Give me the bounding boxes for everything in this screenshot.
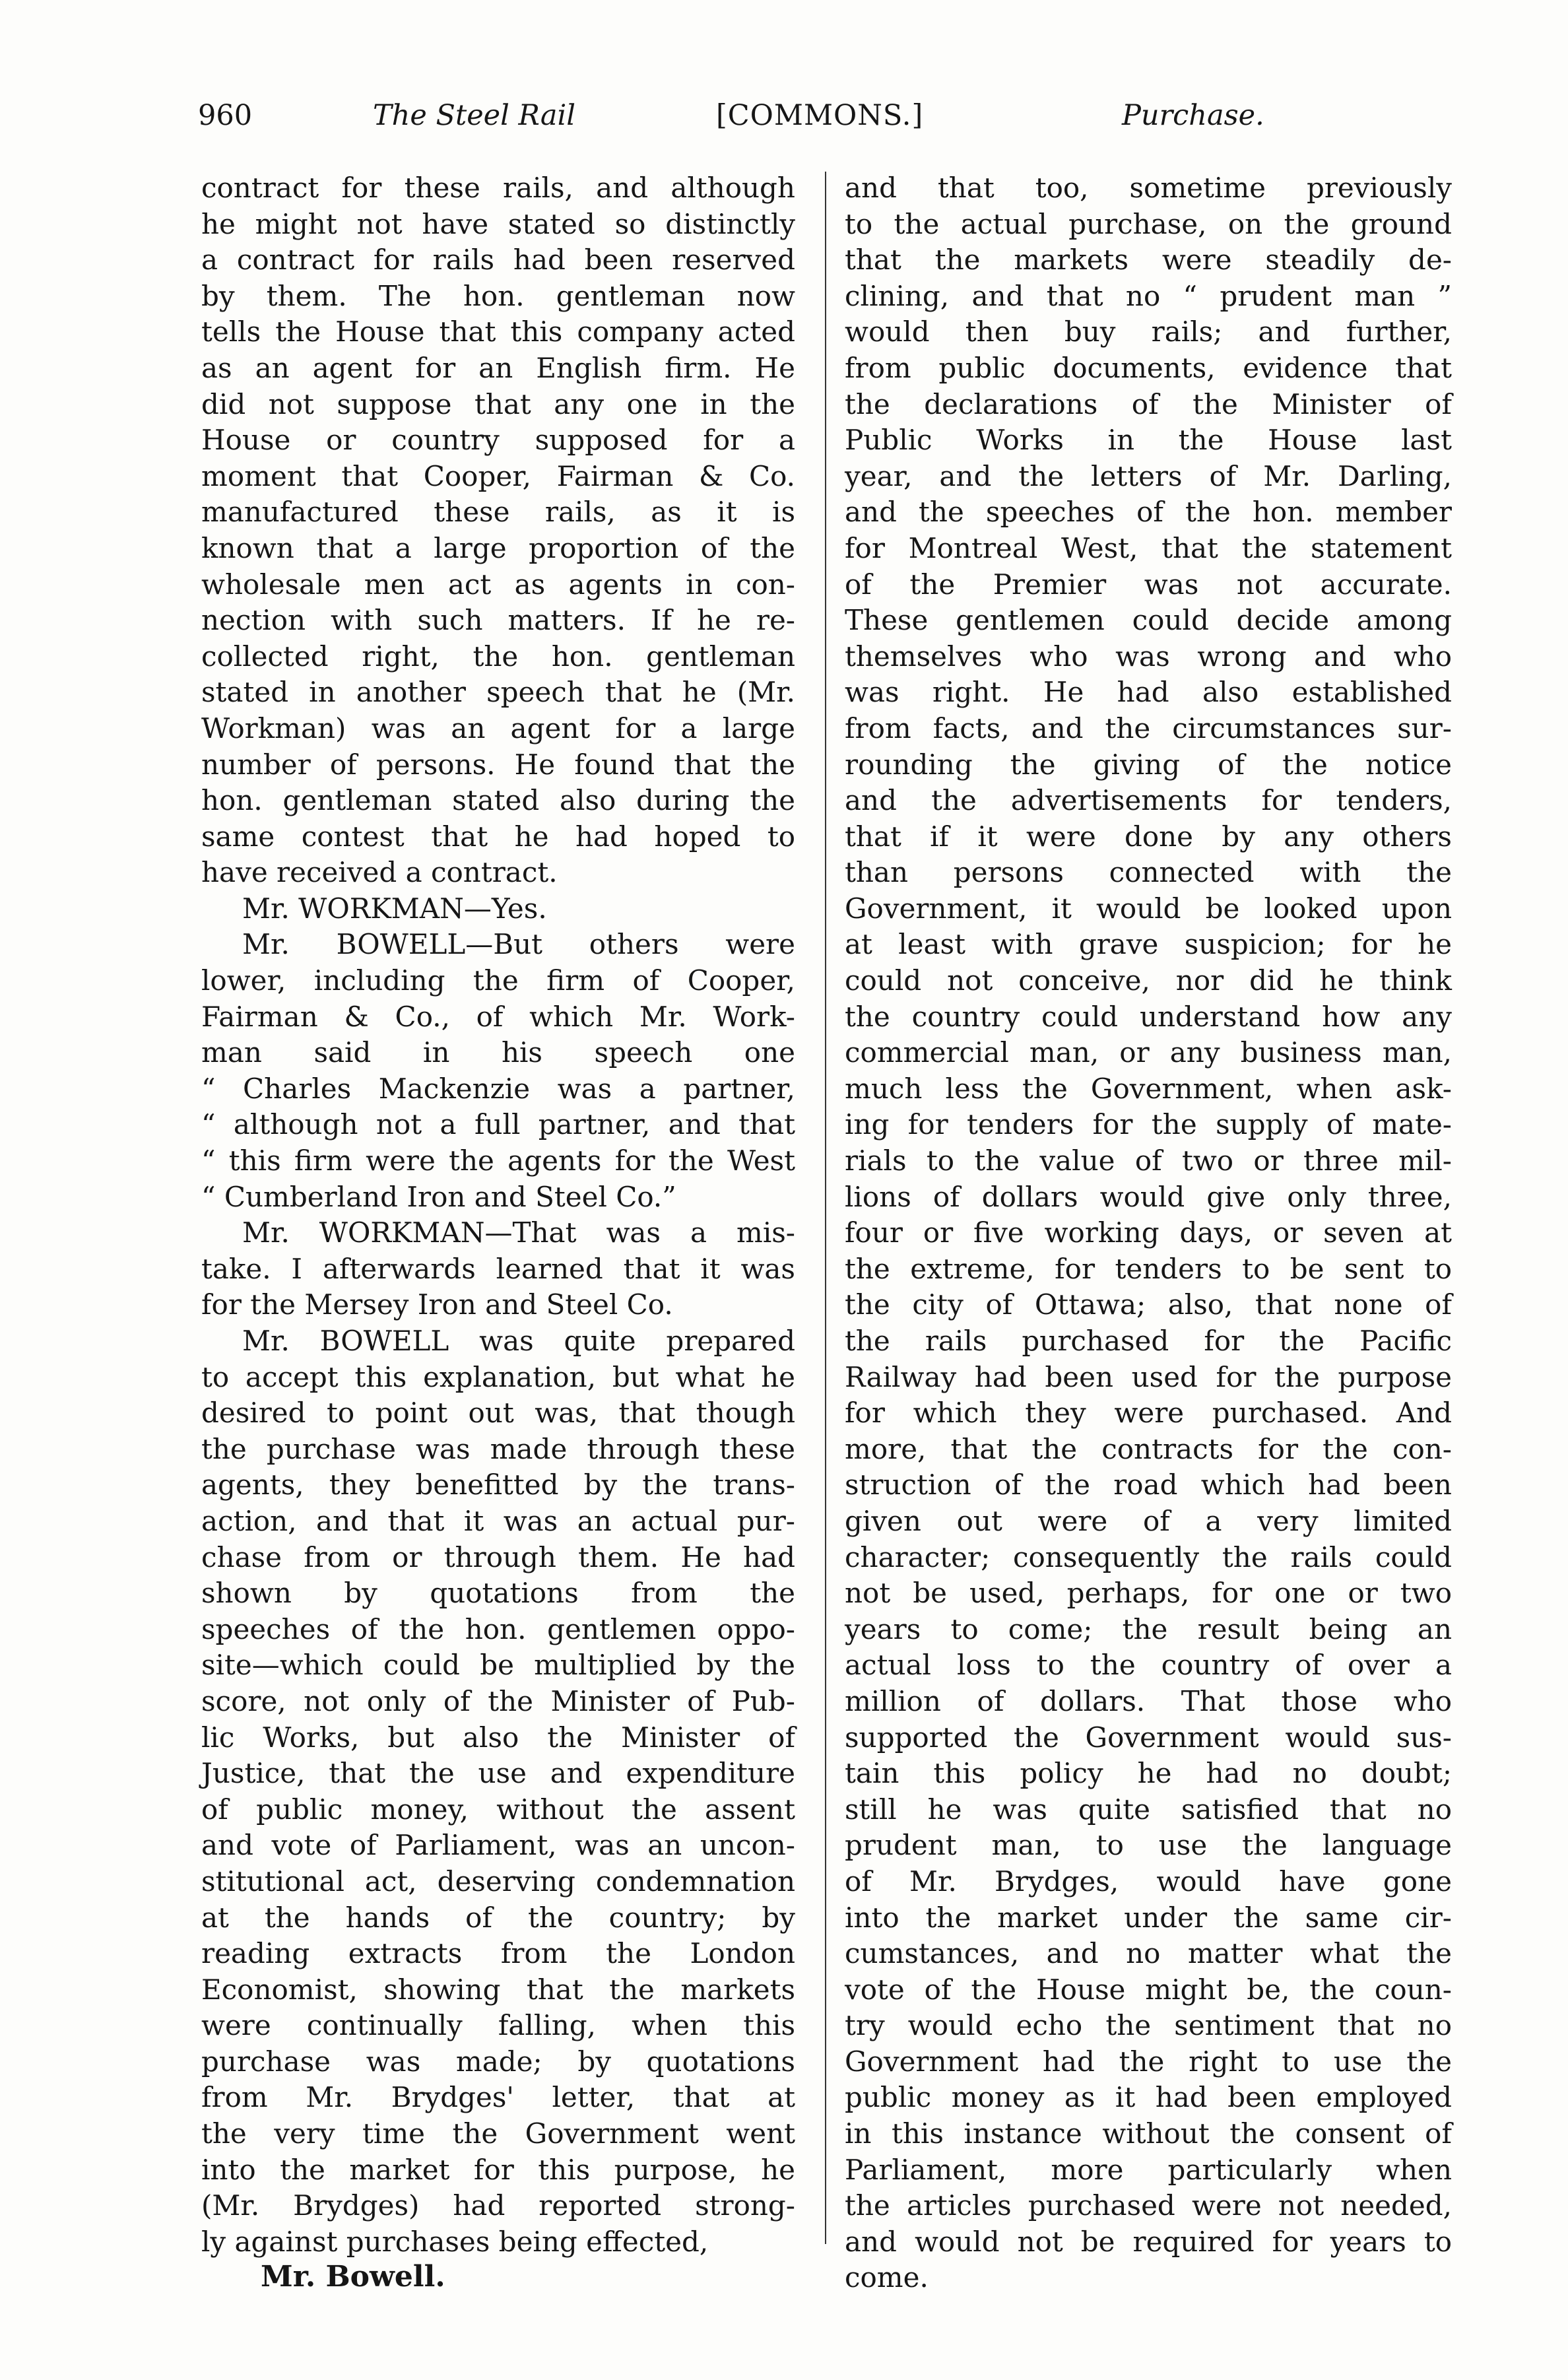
running-header <box>198 99 1340 145</box>
text-line: did not suppose that any one in the <box>201 387 795 420</box>
text-line: Mr. BOWELL was quite prepared <box>242 1325 795 1357</box>
text-line: agents, they benefitted by the trans- <box>201 1469 795 1502</box>
text-line: try would echo the sentiment that no <box>845 2009 1452 2042</box>
text-line: of the Premier was not accurate. <box>845 568 1452 601</box>
text-line: lions of dollars would give only three, <box>845 1180 1452 1213</box>
text-line: the extreme, for tenders to be sent to <box>845 1252 1452 1285</box>
text-line: the rails purchased for the Pacific <box>845 1325 1452 1357</box>
text-line: Railway had been used for the purpose <box>845 1360 1452 1393</box>
text-line: “ this firm were the agents for the West <box>201 1144 795 1177</box>
text-line: character; consequently the rails could <box>845 1540 1452 1573</box>
text-line: clining, and that no “ prudent man ” <box>845 279 1452 312</box>
text-line: desired to point out was, that though <box>201 1397 795 1430</box>
text-line: Government had the right to use the <box>845 2045 1452 2078</box>
text-line: lower, including the firm of Cooper, <box>201 964 795 997</box>
text-line: at the hands of the country; by <box>201 1901 795 1934</box>
text-line: site—which could be multiplied by the <box>201 1649 795 1682</box>
text-line: chase from or through them. He had <box>201 1540 795 1573</box>
text-line: rials to the value of two or three mil- <box>845 1144 1452 1177</box>
text-line: stitutional act, deserving condemnation <box>201 1865 795 1898</box>
text-line: from Mr. Brydges' letter, that at <box>201 2081 795 2114</box>
text-line: Government, it would be looked upon <box>845 892 1452 925</box>
header-left-title: The Steel Rail <box>373 99 576 132</box>
text-line: than persons connected with the <box>845 856 1452 889</box>
text-line: into the market for this purpose, he <box>201 2153 795 2186</box>
text-line: actual loss to the country of over a <box>845 1649 1452 1682</box>
text-line: (Mr. Brydges) had reported strong- <box>201 2189 795 2222</box>
text-line: Parliament, more particularly when <box>845 2153 1452 2186</box>
text-line: “ Cumberland Iron and Steel Co.” <box>201 1180 676 1213</box>
text-line: the city of Ottawa; also, that none of <box>845 1288 1452 1321</box>
text-line: Workman) was an agent for a large <box>201 711 795 744</box>
text-line: have received a contract. <box>201 856 558 889</box>
text-line: and the advertisements for tenders, <box>845 784 1452 817</box>
text-line: given out were of a very limited <box>845 1504 1452 1537</box>
text-line: not be used, perhaps, for one or two <box>845 1577 1452 1610</box>
text-line: tain this policy he had no doubt; <box>845 1757 1452 1790</box>
text-line: come. <box>845 2261 929 2294</box>
text-line: moment that Cooper, Fairman & Co. <box>201 459 795 492</box>
text-line: hon. gentleman stated also during the <box>201 784 795 817</box>
text-line: Mr. BOWELL—But others were <box>242 928 795 961</box>
text-line: he might not have stated so distinctly <box>201 207 795 240</box>
text-line: Mr. WORKMAN—Yes. <box>242 892 547 925</box>
text-line: Justice, that the use and expenditure <box>201 1757 795 1790</box>
header-center-title: [COMMONS.] <box>716 99 924 132</box>
text-line: shown by quotations from the <box>201 1577 795 1610</box>
text-line: as an agent for an English firm. He <box>201 351 795 384</box>
text-line: same contest that he had hoped to <box>201 820 795 853</box>
text-line: themselves who was wrong and who <box>845 640 1452 673</box>
text-line: four or five working days, or seven at <box>845 1216 1452 1249</box>
text-line: Mr. WORKMAN—That was a mis- <box>242 1216 795 1249</box>
text-line: “ although not a full partner, and that <box>201 1108 795 1141</box>
text-line: from public documents, evidence that <box>845 351 1452 384</box>
text-line: action, and that it was an actual pur- <box>201 1504 795 1537</box>
text-line: was right. He had also established <box>845 676 1452 709</box>
text-line: to the actual purchase, on the ground <box>845 207 1452 240</box>
text-line: much less the Government, when ask- <box>845 1072 1452 1105</box>
text-line: and that too, sometime previously <box>845 172 1452 204</box>
text-line: for the Mersey Iron and Steel Co. <box>201 1288 673 1321</box>
text-line: were continually falling, when this <box>201 2009 795 2042</box>
text-line: cumstances, and no matter what the <box>845 1937 1452 1970</box>
text-line: struction of the road which had been <box>845 1469 1452 1502</box>
text-line: at least with grave suspicion; for he <box>845 928 1452 961</box>
text-line: to accept this explanation, but what he <box>201 1360 795 1393</box>
text-line: contract for these rails, and although <box>201 172 795 204</box>
text-line: would then buy rails; and further, <box>845 315 1452 348</box>
catchword: Mr. Bowell. <box>261 2260 445 2294</box>
text-line: House or country supposed for a <box>201 424 795 457</box>
text-line: the purchase was made through these <box>201 1432 795 1465</box>
text-line: the very time the Government went <box>201 2117 795 2150</box>
text-line: million of dollars. That those who <box>845 1684 1452 1717</box>
text-line: by them. The hon. gentleman now <box>201 279 795 312</box>
text-line: purchase was made; by quotations <box>201 2045 795 2078</box>
text-line: of Mr. Brydges, would have gone <box>845 1865 1452 1898</box>
header-right-title: Purchase. <box>1122 99 1264 132</box>
text-line: These gentlemen could decide among <box>845 604 1452 637</box>
text-line: “ Charles Mackenzie was a partner, <box>201 1072 795 1105</box>
text-line: still he was quite satisfied that no <box>845 1793 1452 1826</box>
text-line: speeches of the hon. gentlemen oppo- <box>201 1612 795 1645</box>
text-line: and would not be required for years to <box>845 2225 1452 2258</box>
text-line: commercial man, or any business man, <box>845 1036 1452 1069</box>
text-line: lic Works, but also the Minister of <box>201 1721 795 1754</box>
text-line: more, that the contracts for the con- <box>845 1432 1452 1465</box>
text-line: for which they were purchased. And <box>845 1397 1452 1430</box>
text-line: known that a large proportion of the <box>201 531 795 564</box>
text-line: years to come; the result being an <box>845 1612 1452 1645</box>
text-line: the declarations of the Minister of <box>845 387 1452 420</box>
text-line: wholesale men act as agents in con- <box>201 568 795 601</box>
text-line: from facts, and the circumstances sur- <box>845 711 1452 744</box>
text-line: ing for tenders for the supply of mate- <box>845 1108 1452 1141</box>
column-divider <box>825 172 826 2244</box>
text-line: the articles purchased were not needed, <box>845 2189 1452 2222</box>
text-line: tells the House that this company acted <box>201 315 795 348</box>
text-line: supported the Government would sus- <box>845 1721 1452 1754</box>
text-line: prudent man, to use the language <box>845 1829 1452 1862</box>
text-line: number of persons. He found that the <box>201 748 795 781</box>
text-line: collected right, the hon. gentleman <box>201 640 795 673</box>
text-line: of public money, without the assent <box>201 1793 795 1826</box>
text-line: vote of the House might be, the coun- <box>845 1973 1452 2006</box>
text-line: that the markets were steadily de- <box>845 244 1452 277</box>
text-line: rounding the giving of the notice <box>845 748 1452 781</box>
text-line: year, and the letters of Mr. Darling, <box>845 459 1452 492</box>
text-line: in this instance without the consent of <box>845 2117 1452 2150</box>
text-line: for Montreal West, that the statement <box>845 531 1452 564</box>
text-line: score, not only of the Minister of Pub- <box>201 1684 795 1717</box>
text-line: and the speeches of the hon. member <box>845 496 1452 529</box>
text-line: stated in another speech that he (Mr. <box>201 676 795 709</box>
right-column <box>845 170 1452 2296</box>
text-line: that if it were done by any others <box>845 820 1452 853</box>
text-line: Economist, showing that the markets <box>201 1973 795 2006</box>
text-line: nection with such matters. If he re- <box>201 604 795 637</box>
text-line: into the market under the same cir- <box>845 1901 1452 1934</box>
text-line: Fairman & Co., of which Mr. Work- <box>201 1000 795 1033</box>
text-line: ly against purchases being effected, <box>201 2225 709 2258</box>
page-number: 960 <box>198 99 253 132</box>
text-line: could not conceive, nor did he think <box>845 964 1452 997</box>
text-line: reading extracts from the London <box>201 1937 795 1970</box>
left-column <box>201 170 795 2260</box>
text-line: Public Works in the House last <box>845 424 1452 457</box>
text-line: public money as it had been employed <box>845 2081 1452 2114</box>
text-line: man said in his speech one <box>201 1036 795 1069</box>
text-line: manufactured these rails, as it is <box>201 496 795 529</box>
text-line: a contract for rails had been reserved <box>201 244 795 277</box>
text-line: and vote of Parliament, was an uncon- <box>201 1829 795 1862</box>
text-line: the country could understand how any <box>845 1000 1452 1033</box>
text-line: take. I afterwards learned that it was <box>201 1252 795 1285</box>
